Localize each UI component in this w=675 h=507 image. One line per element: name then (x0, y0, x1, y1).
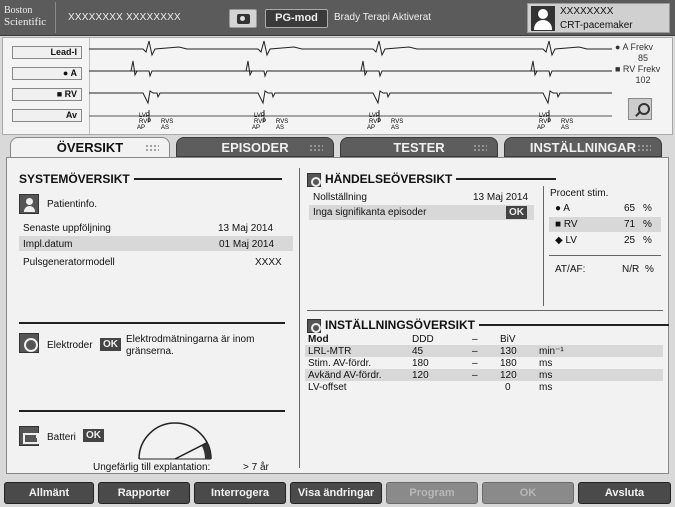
person-icon (531, 6, 555, 31)
exit-button[interactable]: Avsluta (578, 482, 671, 504)
divider (307, 310, 663, 311)
battery-gauge-needle (175, 443, 207, 459)
lead-button-a[interactable] (12, 67, 82, 80)
circle-icon: ● (555, 203, 562, 214)
pacing-unit: % (643, 219, 652, 230)
pacing-label: A (563, 203, 570, 214)
general-button[interactable]: Allmänt (4, 482, 94, 504)
divider (19, 410, 285, 412)
divider (19, 322, 285, 324)
generator-model-value: XXXX (255, 257, 282, 268)
lead-label: RV (64, 89, 77, 99)
at-af-unit: % (645, 264, 654, 275)
pacing-label: LV (565, 235, 577, 246)
sensed-av-min: 120 (412, 370, 429, 381)
row-shade (305, 345, 663, 357)
pacing-separator (549, 255, 661, 256)
ms-unit: ms (539, 370, 553, 381)
leads-ok-badge: OK (100, 338, 121, 351)
pacing-title: Procent stim. (550, 188, 609, 199)
marker-label: LVP (369, 113, 380, 119)
section-title-text: SYSTEMÖVERSIKT (19, 172, 130, 186)
lead-label: Lead-I (50, 47, 77, 57)
program-button[interactable]: Program (386, 482, 478, 504)
title-rule (479, 324, 669, 326)
lead-button-av[interactable] (12, 109, 82, 122)
event-overview-title (325, 172, 556, 186)
device-id: XXXXXXXX (560, 6, 614, 17)
tab-label: ÖVERSIKT (56, 140, 124, 155)
lead-button-lead-i[interactable] (12, 46, 82, 59)
title-rule (134, 178, 282, 180)
paced-av-min: 180 (412, 358, 429, 369)
brady-status: Brady Terapi Aktiverat (334, 12, 432, 23)
marker-label: RVP (139, 119, 152, 125)
battery-gauge (135, 417, 215, 461)
rate-unit: min⁻¹ (539, 346, 564, 357)
pg-mod-button[interactable]: PG-mod (265, 9, 328, 28)
last-followup-label: Senaste uppföljning (23, 223, 111, 234)
system-overview-title (19, 172, 282, 186)
marker-label: AS (561, 125, 570, 131)
range-dash: – (472, 358, 478, 369)
trace-rv (89, 91, 612, 103)
episodes-ok-badge: OK (506, 206, 527, 219)
lead-button-rv[interactable] (12, 88, 82, 101)
paced-av-delay-label: Stim. AV-fördr. (308, 358, 372, 369)
implant-date-value: 01 Maj 2014 (219, 239, 275, 250)
marker-label: AP (537, 125, 546, 131)
lrl-mtr-label: LRL-MTR (308, 346, 352, 357)
title-rule (456, 178, 556, 180)
marker-label: LVP (254, 113, 265, 119)
pacing-row-rv (555, 219, 578, 230)
trace-lead-i (89, 41, 612, 55)
wrench-icon[interactable] (307, 173, 321, 187)
device-info[interactable] (527, 3, 670, 33)
marker-label: RVS (391, 119, 404, 125)
device-type: CRT-pacemaker (560, 20, 633, 31)
settings-header-dash: – (472, 334, 478, 345)
marker-label: AP (137, 125, 146, 131)
battery-icon[interactable] (19, 426, 39, 446)
rv-rate-value: 102 (635, 75, 651, 85)
pacing-row-a (555, 203, 570, 214)
top-bar (0, 0, 675, 36)
logo-line-2: Scientific (4, 16, 47, 28)
egm-zoom-button[interactable] (628, 98, 652, 120)
camera-icon (237, 14, 250, 24)
tab-tester[interactable] (340, 137, 498, 157)
snapshot-button[interactable] (229, 9, 257, 28)
marker-label: AS (391, 125, 400, 131)
sensed-av-delay-label: Avkänd AV-fördr. (308, 370, 382, 381)
leads-icon[interactable] (19, 333, 39, 353)
atrial-rate-value: 85 (637, 53, 648, 63)
leads-label[interactable]: Elektroder (47, 340, 93, 351)
tab-episoder[interactable] (176, 137, 334, 157)
interrogate-button[interactable]: Interrogera (194, 482, 286, 504)
explant-value: > 7 år (243, 462, 269, 473)
leads-message-line-1: Elektrodmätningarna är inom (126, 334, 255, 345)
patient-info-icon[interactable] (19, 194, 39, 214)
marker-label: AP (367, 125, 376, 131)
pacing-unit: % (643, 203, 652, 214)
wrench-icon[interactable] (307, 319, 321, 333)
last-followup-value: 13 Maj 2014 (218, 223, 274, 234)
marker-label: RVP (254, 119, 267, 125)
diamond-icon: ◆ (555, 235, 563, 246)
grip-icon (309, 144, 323, 152)
rate-panel (615, 42, 671, 86)
circle-icon: ● (62, 68, 69, 78)
lead-label: Av (65, 110, 77, 120)
pacing-label: RV (563, 219, 578, 230)
grip-icon (637, 144, 651, 152)
patient-info-link[interactable]: Patientinfo. (47, 199, 98, 210)
marker-label: LVP (539, 113, 550, 119)
ms-unit: ms (539, 382, 553, 393)
logo-line-1: Boston (4, 5, 33, 16)
marker-label: RVS (161, 119, 174, 125)
view-changes-button[interactable]: Visa ändringar (290, 482, 382, 504)
boston-scientific-logo (2, 2, 56, 33)
egm-display (2, 37, 673, 135)
square-icon: ■ (555, 219, 562, 230)
marker-label: LVP (139, 113, 150, 119)
range-dash: – (472, 346, 478, 357)
pacing-row-lv (555, 235, 577, 246)
marker-label: AS (276, 125, 285, 131)
lead-label: A (70, 68, 77, 78)
reset-date: 13 Maj 2014 (473, 192, 529, 203)
lv-offset-label: LV-offset (308, 382, 347, 393)
at-af-label: AT/AF: (555, 264, 586, 275)
settings-overview-title (325, 318, 669, 332)
lv-offset-value: 0 (505, 382, 511, 393)
settings-header-biv: BiV (500, 334, 516, 345)
marker-label: RVS (561, 119, 574, 125)
event-markers (137, 110, 573, 131)
reports-button[interactable]: Rapporter (98, 482, 190, 504)
mtr-value: 130 (500, 346, 517, 357)
pacing-value-lv: 25 (624, 235, 636, 246)
settings-header-mode-value: DDD (412, 334, 434, 345)
column-divider (299, 168, 300, 468)
pacing-value-a: 65 (624, 203, 636, 214)
battery-label[interactable]: Batteri (47, 432, 76, 443)
ms-unit: ms (539, 358, 553, 369)
grip-icon (145, 144, 159, 152)
trace-atrial (89, 61, 612, 76)
reset-label: Nollställning (313, 192, 367, 203)
atrial-rate-label: ● A Frekv (615, 42, 653, 52)
overview-panel (6, 157, 669, 474)
sensed-av-max: 120 (500, 370, 517, 381)
pacing-value-rv: 71 (624, 219, 636, 230)
marker-label: AS (161, 125, 170, 131)
square-icon: ■ (56, 89, 63, 99)
marker-label: RVS (276, 119, 289, 125)
generator-model-label: Pulsgeneratormodell (23, 257, 115, 268)
marker-label: AP (252, 125, 261, 131)
pacing-divider (543, 186, 544, 306)
egm-traces (89, 38, 612, 134)
tab-label: TESTER (393, 140, 445, 155)
leads-message-line-2: gränserna. (126, 346, 174, 357)
patient-name[interactable]: XXXXXXXX XXXXXXXX (68, 12, 181, 23)
ok-button[interactable]: OK (482, 482, 574, 504)
rv-rate-label: ■ RV Frekv (615, 64, 661, 74)
explant-label: Ungefärlig till explantation: (93, 462, 211, 473)
pacing-unit: % (643, 235, 652, 246)
tab-label: INSTÄLLNINGAR (529, 140, 637, 155)
range-dash: – (472, 370, 478, 381)
paced-av-max: 180 (500, 358, 517, 369)
no-episodes-message: Inga signifikanta episoder (313, 207, 427, 218)
settings-header-mode: Mod (308, 334, 329, 345)
lrl-value: 45 (412, 346, 424, 357)
tab-oversikt[interactable] (10, 137, 170, 157)
section-title-text: INSTÄLLNINGSÖVERSIKT (325, 318, 476, 332)
marker-label: RVP (369, 119, 382, 125)
marker-label: RVP (539, 119, 552, 125)
section-title-text: HÄNDELSEÖVERSIKT (325, 172, 453, 186)
implant-date-label: Impl.datum (23, 239, 73, 250)
at-af-value: N/R (622, 264, 640, 275)
battery-ok-badge: OK (83, 429, 104, 442)
tab-installningar[interactable] (504, 137, 662, 157)
grip-icon (473, 144, 487, 152)
tab-label: EPISODER (221, 140, 289, 155)
